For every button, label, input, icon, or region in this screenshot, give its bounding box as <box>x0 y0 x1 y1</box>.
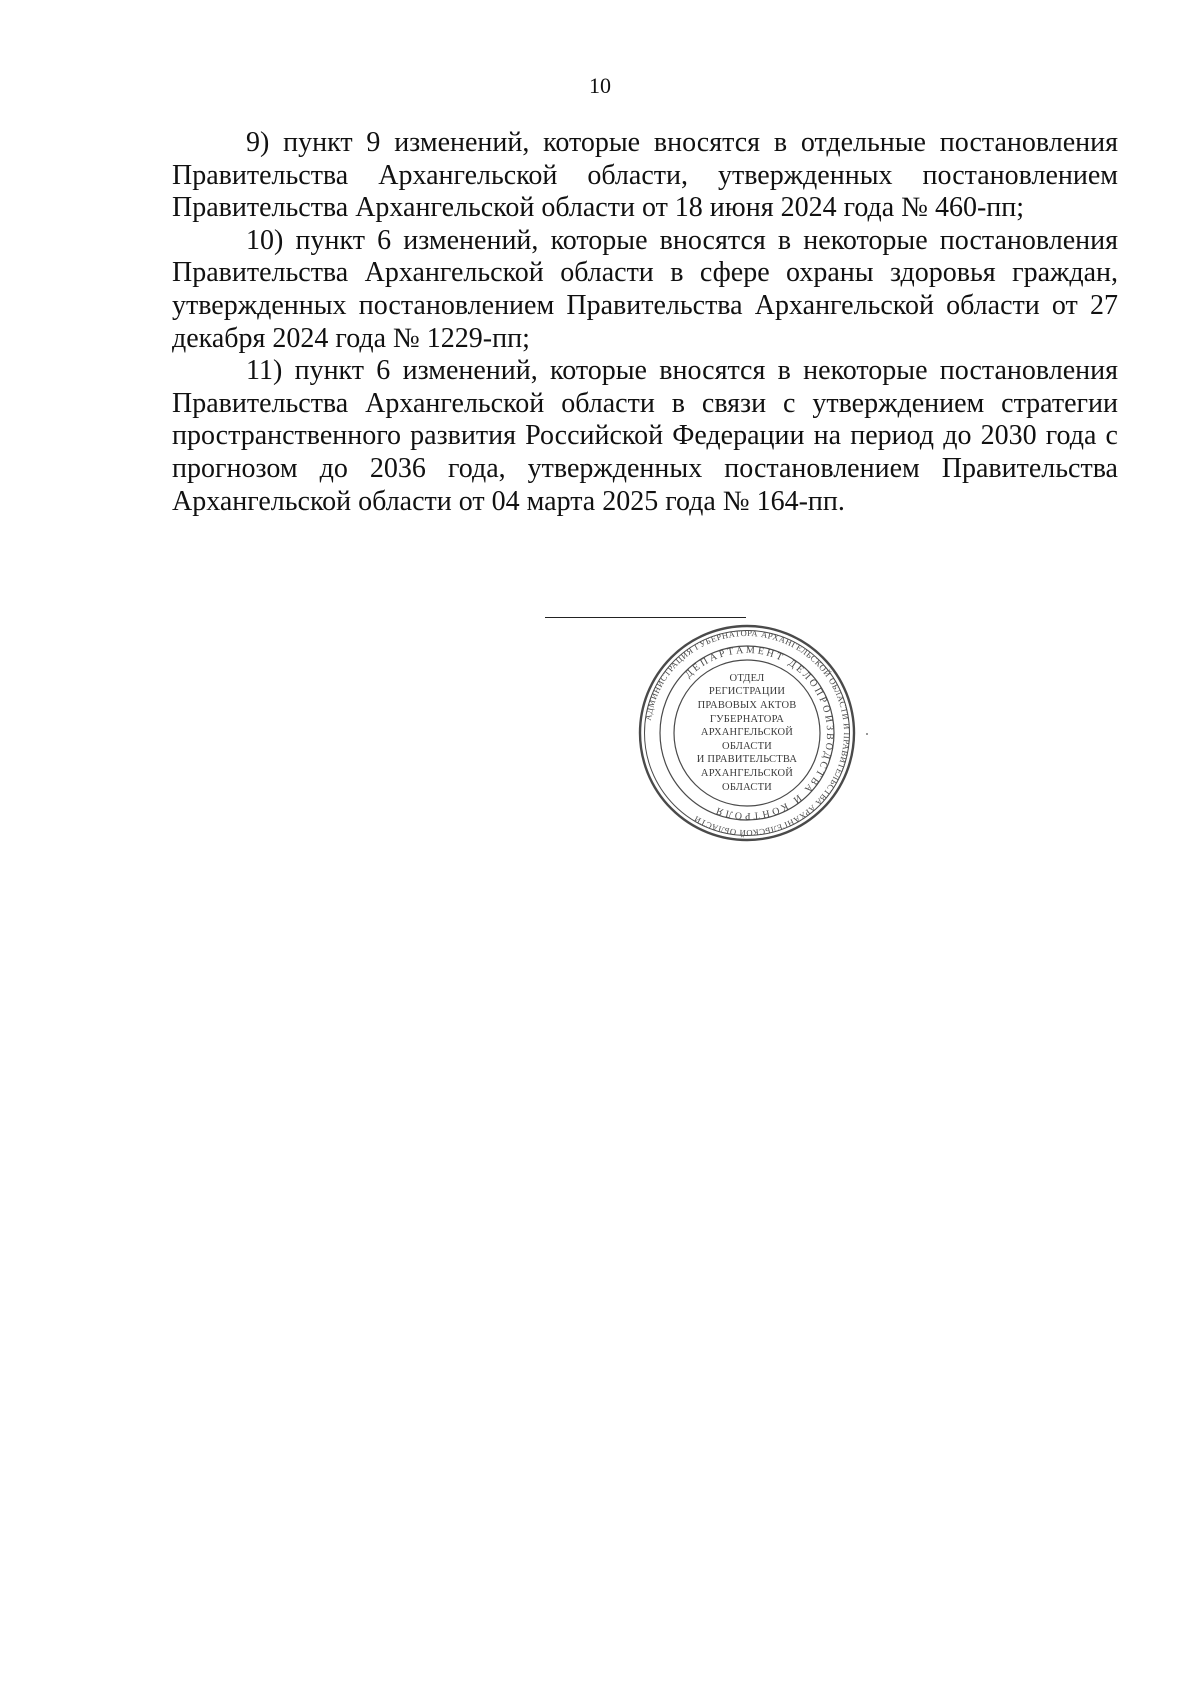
seal-center-line: ОБЛАСТИ <box>722 740 772 752</box>
seal-center-line: ГУБЕРНАТОРА <box>709 713 785 725</box>
seal-center-line: АРХАНГЕЛЬСКОЙ <box>700 767 794 779</box>
list-item-9: 9) пункт 9 изменений, которые вносятся в отдельные постановления Правительства Архангельской области, утвержденных постановлением Правительства Архангельской области от 18 июня 2024 года № 460-пп; <box>172 127 1118 224</box>
seal-outer-ring-text: АДМИНИСТРАЦИЯ ГУБЕРНАТОРА АРХАНГЕЛЬСКОЙ ОБЛАСТИ И ПРАВИТЕЛЬСТВА АРХАНГЕЛЬСКОЙ ОБЛАСТИ <box>642 627 853 839</box>
seal-center-line: РЕГИСТРАЦИИ <box>708 686 786 698</box>
signature-divider-line <box>545 617 746 618</box>
seal-center-line: АРХАНГЕЛЬСКОЙ <box>700 727 794 739</box>
list-item-11: 11) пункт 6 изменений, которые вносятся в некоторые постановления Правительства Архангельской области в связи с утверждением стратегии пространственного развития Российской Федерации на период до 2030 года с прогнозом до 2036 года, утвержденных постановлением Правительства Архангельской области от 04 марта 2025 года № 164-пп. <box>172 355 1118 517</box>
seal-inner-ring-text: ДЕПАРТАМЕНТ ДЕЛОПРОИЗВОДСТВА И КОНТРОЛЯ <box>683 644 836 822</box>
scan-speck <box>866 733 868 735</box>
document-body <box>172 127 1118 518</box>
seal-center-text <box>672 658 822 808</box>
page-number: 10 <box>589 73 611 98</box>
seal-center-line: ОТДЕЛ <box>729 672 765 684</box>
list-item-10: 10) пункт 6 изменений, которые вносятся в некоторые постановления Правительства Архангельской области в сфере охраны здоровья граждан, утвержденных постановлением Правительства Архангельской области от 27 декабря 2024 года № 1229-пп; <box>172 224 1118 354</box>
seal-center-line: И ПРАВИТЕЛЬСТВА <box>696 754 798 766</box>
official-seal-stamp <box>636 622 858 844</box>
seal-center-line: ПРАВОВЫХ АКТОВ <box>697 700 797 712</box>
seal-center-line: ОБЛАСТИ <box>722 781 772 793</box>
